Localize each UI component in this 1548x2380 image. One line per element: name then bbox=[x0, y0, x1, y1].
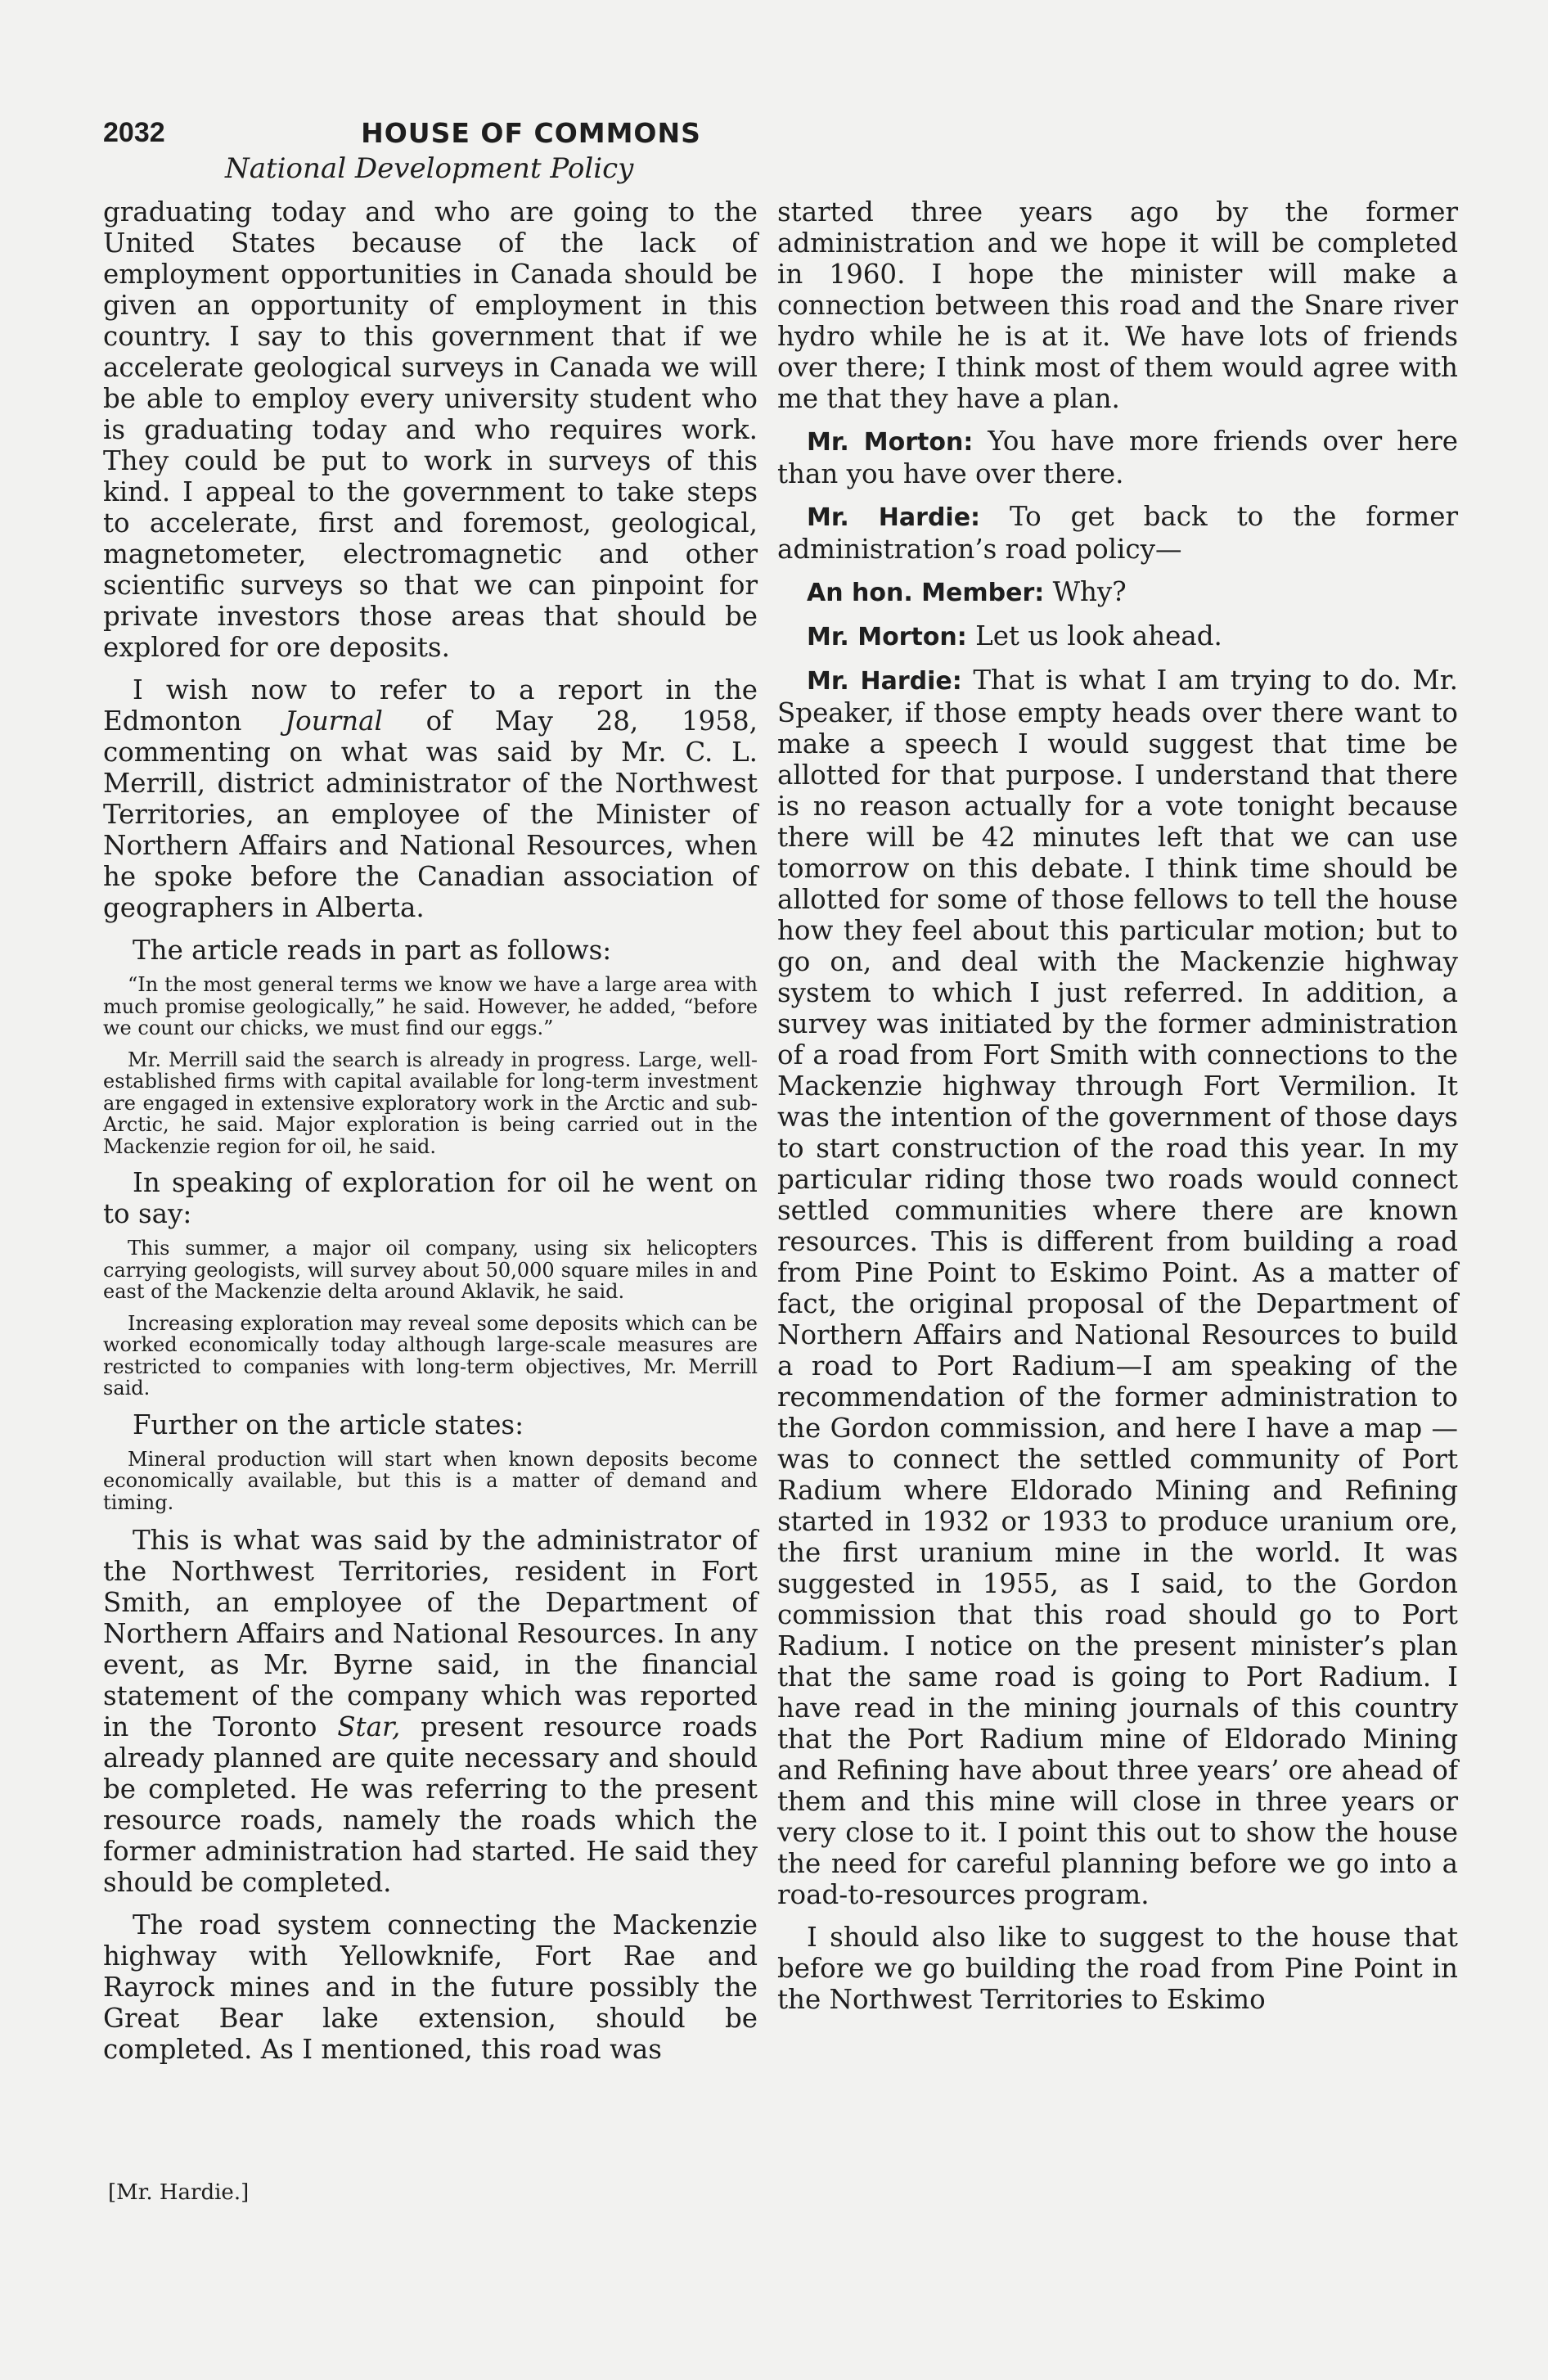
section-subtitle: National Development Policy bbox=[225, 152, 634, 185]
block-quote: Mineral production will start when known deposits become economically available, but this is a matter of demand and timing. bbox=[103, 1447, 758, 1514]
speaker-name: An hon. Member: bbox=[807, 579, 1045, 607]
newspaper-name: Star, bbox=[337, 1711, 401, 1742]
left-column bbox=[103, 196, 758, 2065]
paragraph: In speaking of exploration for oil he went on to say: bbox=[103, 1167, 758, 1229]
speech: Mr. Hardie: To get back to the former administration’s road policy— bbox=[777, 501, 1458, 565]
paragraph: started three years ago by the former administration and we hope it will be completed in 1960. I hope the minister will make a connection between this road and the Snare river hydro while he is at it. We have lots of friends over there; I think most of them would agree with me that they have a plan. bbox=[777, 196, 1458, 414]
running-title: HOUSE OF COMMONS bbox=[361, 117, 701, 149]
paragraph: I should also like to suggest to the house that before we go building the road from Pine Point in the Northwest Territories to Eskimo bbox=[777, 1922, 1458, 2015]
paragraph: graduating today and who are going to the United States because of the lack of employment opportunities in Canada should be given an opportunity of employment in this country. I say to this government that if we accelerate geological surveys in Canada we will be able to employ every university student who is graduating today and who requires work. They could be put to work in surveys of this kind. I appeal to the government to take steps to accelerate, first and foremost, geological, magnetometer, electromagnetic and other scientific surveys so that we can pinpoint for private investors those areas that should be explored for ore deposits. bbox=[103, 196, 758, 663]
block-quote: Mr. Merrill said the search is already in progress. Large, well-established firms with capital available for long-term investment are engaged in extensive exploratory work in the Arctic and sub-Arctic, he said. Major exploration is being carried out in the Mackenzie region for oil, he said. bbox=[103, 1048, 758, 1158]
paragraph: I wish now to refer to a report in the Edmonton Journal of May 28, 1958, commenting on what was said by Mr. C. L. Merrill, district administrator of the Northwest Territories, an employee of the Minister of Northern Affairs and National Resources, when he spoke before the Canadian association of geographers in Alberta. bbox=[103, 674, 758, 923]
speech: An hon. Member: Why? bbox=[807, 576, 1127, 607]
block-quote: “In the most general terms we know we have a large area with much promise geologically,” he said. However, he added, “before we count our chicks, we must find our eggs.” bbox=[103, 973, 758, 1039]
speech: Mr. Morton: Let us look ahead. bbox=[807, 620, 1222, 651]
paragraph: Further on the article states: bbox=[133, 1409, 524, 1440]
speech: Mr. Hardie: That is what I am trying to do. Mr. Speaker, if those empty heads over there want to make a speech I would suggest that time be allotted for that purpose. I understand that there is no reason actually for a vote tonight because there will be 42 minutes left that we can use tomorrow on this debate. I think time should be allotted for some of those fellows to tell the house how they feel about this particular motion; but to go on, and deal with the Mackenzie highway system to which I just referred. In addition, a survey was initiated by the former administration of a road from Fort Smith with connections to the Mackenzie highway through Fort Vermilion. It was the intention of the government of those days to start construction of the road this year. In my particular riding those two roads would connect settled communities where there are known resources. This is different from building a road from Pine Point to Eskimo Point. As a matter of fact, the original proposal of the Department of Northern Affairs and National Resources to build a road to Port Radium—I am speaking of the recommendation of the former administration to the Gordon commission, and here I have a map —was to connect the settled community of Port Radium where Eldorado Mining and Refining started in 1932 or 1933 to produce uranium ore, the first uranium mine in the world. It was suggested in 1955, as I said, to the Gordon commission that this road should go to Port Radium. I notice on the present minister’s plan that the same road is going to Port Radium. I have read in the mining journals of this country that the Port Radium mine of Eldorado Mining and Refining have about three years’ ore ahead of them and this mine will close in three years or very close to it. I point this out to show the house the need for careful planning before we go into a road-to-resources program. bbox=[777, 665, 1458, 1910]
paragraph: This is what was said by the administrator of the Northwest Territories, resident in Fort Smith, an employee of the Department of Northern Affairs and National Resources. In any event, as Mr. Byrne said, in the financial statement of the company which was reported in the Toronto Star, present resource roads already planned are quite necessary and should be completed. He was referring to the present resource roads, namely the roads which the former administration had started. He said they should be completed. bbox=[103, 1525, 758, 1898]
block-quote: Increasing exploration may reveal some deposits which can be worked economically today although large-scale measures are restricted to companies with long-term objectives, Mr. Merrill said. bbox=[103, 1311, 758, 1400]
speaker-name: Mr. Morton: bbox=[807, 623, 967, 651]
right-column bbox=[777, 196, 1458, 2015]
paragraph: The article reads in part as follows: bbox=[133, 935, 612, 966]
newspaper-name: Journal bbox=[285, 705, 383, 737]
speaker-name: Mr. Hardie: bbox=[807, 667, 962, 696]
page-number: 2032 bbox=[103, 117, 165, 148]
speaker-name: Mr. Hardie: bbox=[807, 503, 981, 532]
block-quote: This summer, a major oil company, using six helicopters carrying geologists, will survey about 50,000 square miles in and east of the Mackenzie delta around Aklavik, he said. bbox=[103, 1237, 758, 1303]
speaker-name: Mr. Morton: bbox=[807, 428, 974, 457]
paragraph: The road system connecting the Mackenzie highway with Yellowknife, Fort Rae and Rayrock mines and in the future possibly the Great Bear lake extension, should be completed. As I mentioned, this road was bbox=[103, 1909, 758, 2065]
speaker-footer: [Mr. Hardie.] bbox=[108, 2180, 250, 2205]
speech: Mr. Morton: You have more friends over here than you have over there. bbox=[777, 426, 1459, 489]
